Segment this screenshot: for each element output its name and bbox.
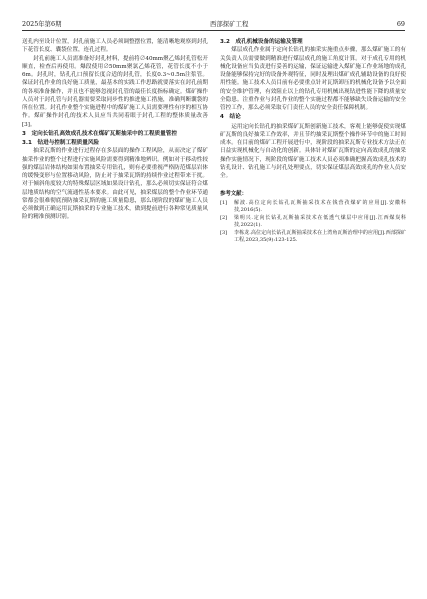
section-3-2-heading: 3.2 成孔机械设备的运输及管理 (220, 39, 303, 45)
right-column (220, 38, 406, 245)
header-rule (22, 30, 405, 31)
left-column (22, 38, 208, 222)
journal-name: 西部探矿工程 (210, 20, 249, 28)
section-4-heading: 4 结论 (220, 114, 241, 121)
reference-number: [3] (220, 230, 228, 237)
reference-text: 李栋龙.高位定向长钻孔瓦斯抽采技术在上湾角瓦斯治理中的应用[J].西部探矿工程,2023,35(9):123-125. (234, 230, 406, 244)
paragraph-continued: 送孔内至设计位置，封孔前施工人员必须调整摆位置，能清晰地观察到封孔下花管长度、囊袋位置，连孔过程。 (22, 39, 208, 54)
paragraph-conclusion: 运用定向长钻孔的抽采煤矿瓦斯创新施工技术，客观上能够促使实现煤矿瓦斯的良好抽采工作效率，并且节约抽采瓦斯整个操作环节中的施工时间成本。在目前的煤矿工程开展进行中，现阶段的抽采瓦斯专业技术方法正在日益实现机械化与自动化的创新。具体针对煤矿瓦斯的定向高效成孔的抽采操作实施情况下，现阶段的煤矿施工技术人员必须准确把握高效成孔技术的钻孔设计、钻孔施工与封孔处理要点，切实保证煤层高效成孔的作业人员安全。 (220, 123, 406, 179)
reference-text: 梁明兴.定向长钻孔瓦斯抽采技术在低透气煤层中应用[J].江西煤炭科技,2022(1). (234, 215, 406, 229)
running-header (22, 14, 405, 28)
reference-item (220, 200, 406, 214)
reference-text: 解波.高位定向长钻孔瓦斯抽采技术在钱营孜煤矿的应用[J].安徽科技,2016(5). (234, 200, 406, 214)
reference-item (220, 230, 406, 244)
section-3-heading: 3 定向长钻孔高效成孔技术在煤矿瓦斯抽采中的工程质量管控 (22, 130, 177, 137)
reference-number: [2] (220, 215, 228, 222)
paragraph-sealing-preparation: 封孔前施工人员需准备好封孔材料，提前将∅40mm聚乙烯封孔管松开顺直，检查后再使用。爆段使用∅50mm聚氯乙烯花管，花管长度不小于6m。封孔时，钻孔孔口预留长度合适的封孔管，长度0.3~0.5m注浆管。保证封孔作业的良好施工质量，最基本的实践工作思路就要落实在封孔前期的各项准备操作，并且也不能够忽视封孔管的最佳长度指标确定。煤矿操作人员对于封孔管与封孔器需要采取同步性的推进施工措施，准确判断囊袋的所在位置。封孔作业整个实施进程中的煤矿施工人员需要理性有序的相互协作。煤矿操作封孔的技术人员应当共同着眼于封孔工程的整体质量改善[3]。 (22, 55, 208, 128)
reference-item (220, 215, 406, 229)
paragraph-risk-control: 抽采瓦斯的作业进行过程存在多层面的操作工程风险，从而决定了煤矿抽采作业的整个过程进行实施风险需要得到精准地辨识。例如对于移动性较强的煤层岩体结构如果布置抽采专用钻孔，则有必要重视严格防范煤层岩体的缓慢变形与位置移动风险，防止对于抽采瓦斯的持续作业过程带来干扰。对于倾斜角度较大的特殊煤层区域如果设计钻孔，那么必须切实保证符合煤层地质结构的空气流通性基本要求。由此可见，抽采煤层的整个作业环节通常都会很难彻底预防抽采瓦斯的施工质量隐患，那么现阶段的煤矿施工人员必须做到正确运用瓦斯抽采的专业施工技术，做到提前进行各种常见质量风险的精准预测识别。 (22, 148, 208, 221)
issue-label: 2025年第6期 (22, 20, 62, 28)
reference-list (220, 200, 406, 244)
page-number: 69 (396, 20, 405, 28)
paragraph-equipment-management: 煤层成孔作业属于定向长钻孔的抽采实施重点步骤，那么煤矿施工的有关负责人员需要做到精准进行煤层成孔的施工角度计算。对于成孔专用的机械化设备应当负责进行妥善的运输，保证运输进入煤矿施工作业场地的成孔设备能够保持完好的设备外观特征，同时及理出煤矿成孔辅助设备的良好使用性能。施工技术人员目前有必要重点针对瓦斯卸压的机械化设备予以全面的安全维护管理，有效阻止以上的钻孔专用机械出现钻进性能下降的质量安全隐患。注重作业与封孔作业的整个实施过程都不能够缺失设备运输的安全管控工作，那么必须采取专门责任人员的安全责任保障机制。 (220, 47, 406, 111)
references (220, 190, 406, 244)
section-3-1-heading: 3.1 钻进与控制工程质量风险 (22, 140, 100, 146)
reference-number: [1] (220, 200, 228, 207)
references-title: 参考文献： (220, 191, 247, 198)
